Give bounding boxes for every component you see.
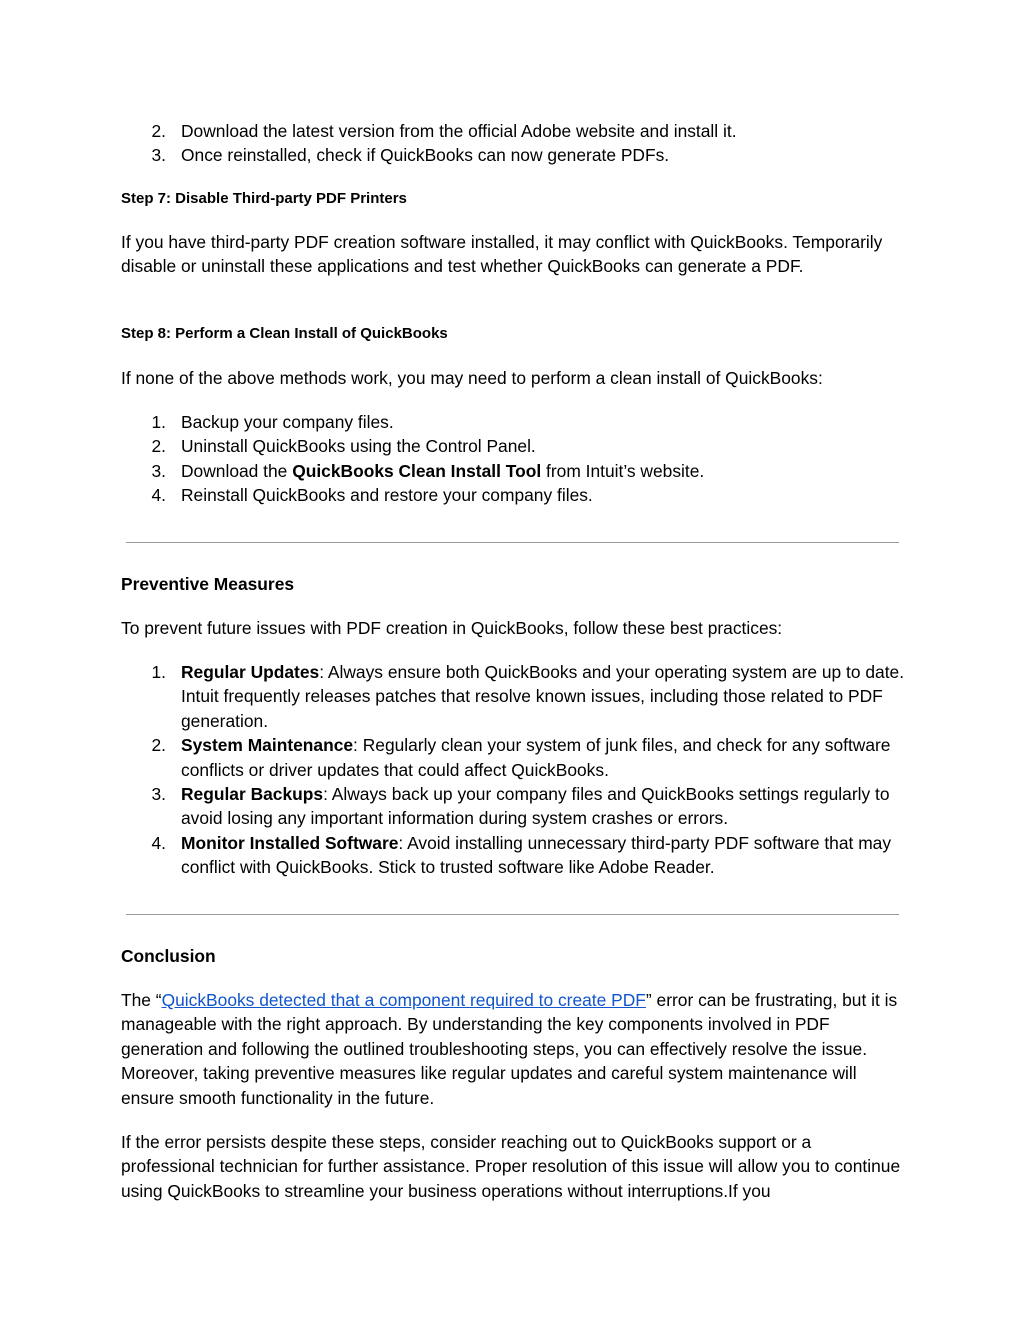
- section-divider: [126, 542, 899, 543]
- preventive-intro: To prevent future issues with PDF creation in QuickBooks, follow these best practices:: [121, 618, 783, 638]
- error-article-link[interactable]: QuickBooks detected that a component required to create PDF: [161, 990, 646, 1010]
- list-item: 2. System Maintenance: Regularly clean your system of junk files, and check for any software conflicts or driver updates that could affect QuickBooks.: [151, 735, 891, 780]
- list-item: 1. Regular Updates: Always ensure both QuickBooks and your operating system are up to date. Intuit frequently releases patches that resolve known issues, including those related to PDF generation.: [151, 662, 905, 731]
- preventive-list: [121, 660, 906, 880]
- conclusion-paragraph-1: The “QuickBooks detected that a component required to create PDF” error can be frustrating, but it is manageable with the right approach. By understanding the key components involved in PDF generation and following the outlined troubleshooting steps, you can effectively resolve the issue. Moreover, taking preventive measures like regular updates and careful system maintenance will ensure smooth functionality in the future.: [121, 990, 898, 1108]
- clean-install-steps-list: [121, 410, 906, 508]
- conclusion-heading: Conclusion: [121, 946, 216, 966]
- clean-install-tool-name: QuickBooks Clean Install Tool: [292, 460, 542, 481]
- conclusion-paragraph-2: If the error persists despite these steps, consider reaching out to QuickBooks support or a professional technician for further assistance. Proper resolution of this issue will allow you to continue using QuickBooks to streamline your business operations without interruptions.If you: [121, 1132, 901, 1201]
- list-item: 2. Uninstall QuickBooks using the Control Panel.: [151, 436, 536, 457]
- list-item: 3. Once reinstalled, check if QuickBooks can now generate PDFs.: [151, 145, 670, 166]
- step7-heading: Step 7: Disable Third-party PDF Printers: [121, 190, 407, 207]
- list-item: 1. Backup your company files.: [151, 412, 394, 432]
- list-item: 3. Download the QuickBooks Clean Install Tool from Intuit’s website.: [151, 460, 705, 481]
- list-item: 2. Download the latest version from the official Adobe website and install it.: [151, 121, 737, 141]
- step8-heading: Step 8: Perform a Clean Install of QuickBooks: [121, 325, 448, 342]
- preventive-heading: Preventive Measures: [121, 574, 295, 594]
- reinstall-steps-list: [121, 119, 906, 168]
- step7-body: If you have third-party PDF creation software installed, it may conflict with QuickBooks. Temporarily disable or uninstall these applications and test whether QuickBooks can generate a PDF.: [121, 232, 883, 277]
- list-item: 4. Monitor Installed Software: Avoid installing unnecessary third-party PDF software that may conflict with QuickBooks. Stick to trusted software like Adobe Reader.: [151, 832, 892, 878]
- step8-intro: If none of the above methods work, you may need to perform a clean install of QuickBooks:: [121, 368, 823, 388]
- list-item: 3. Regular Backups: Always back up your company files and QuickBooks settings regularly to avoid losing any important information during system crashes or errors.: [151, 784, 890, 829]
- section-divider: [126, 914, 899, 915]
- list-item: 4. Reinstall QuickBooks and restore your company files.: [151, 485, 593, 506]
